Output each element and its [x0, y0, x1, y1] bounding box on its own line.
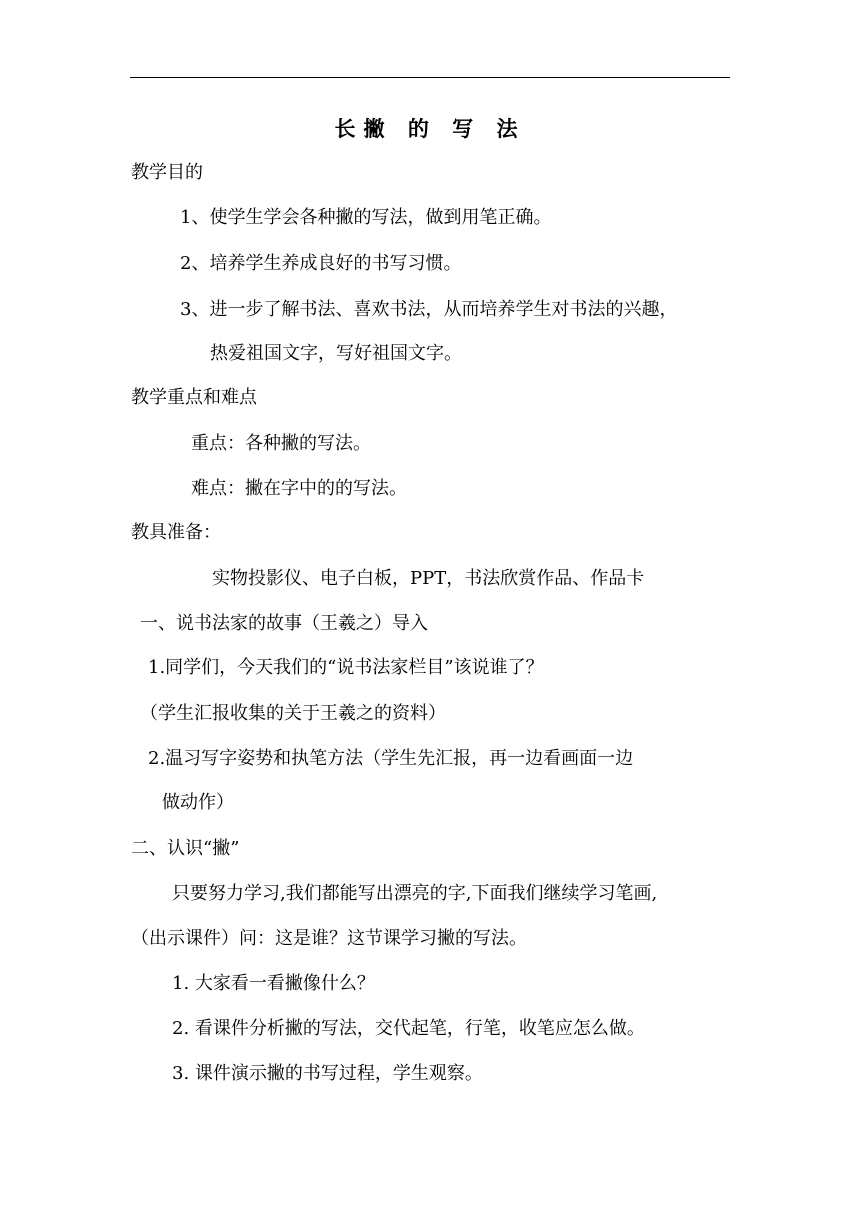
document-title: 长撇 的 写 法: [334, 116, 526, 141]
objective-item-3-continued: 热爱祖国文字，写好祖国文字。: [210, 343, 462, 364]
part2-step-3: 3. 课件演示撇的书写过程，学生观察。: [172, 1063, 483, 1084]
objective-item-1: 1、使学生学会各种撇的写法，做到用笔正确。: [180, 207, 552, 228]
part1-item-2: 2.温习写字姿势和执笔方法（学生先汇报，再一边看画面一边: [148, 748, 634, 769]
difficult-point: 难点：撇在字中的的写法。: [191, 478, 407, 499]
objective-item-2: 2、培养学生养成良好的书写习惯。: [180, 253, 462, 274]
part2-paragraph-continued: （出示课件）问：这是谁？这节课学习撇的写法。: [131, 928, 527, 949]
part1-item-2-continued: 做动作）: [162, 792, 234, 813]
objective-item-3: 3、进一步了解书法、喜欢书法，从而培养学生对书法的兴趣，: [180, 299, 678, 320]
materials-heading: 教具准备：: [131, 522, 221, 543]
key-point: 重点：各种撇的写法。: [191, 433, 371, 454]
part1-item-1-note: （学生汇报收集的关于王羲之的资料）: [140, 703, 446, 724]
objectives-heading: 教学目的: [131, 162, 203, 183]
header-rule: [130, 77, 730, 78]
materials-list: 实物投影仪、电子白板，PPT，书法欣赏作品、作品卡: [212, 568, 645, 589]
part2-step-2: 2. 看课件分析撇的写法，交代起笔，行笔，收笔应怎么做。: [172, 1018, 645, 1039]
part1-item-1: 1.同学们，今天我们的“说书法家栏目”该说谁了？: [148, 657, 544, 678]
part1-heading: 一、说书法家的故事（王羲之）导入: [140, 613, 428, 634]
part2-heading: 二、认识“撇”: [131, 838, 240, 859]
part2-paragraph: 只要努力学习,我们都能写出漂亮的字,下面我们继续学习笔画,: [172, 883, 658, 904]
key-points-heading: 教学重点和难点: [131, 387, 257, 408]
part2-step-1: 1. 大家看一看撇像什么？: [172, 973, 375, 994]
